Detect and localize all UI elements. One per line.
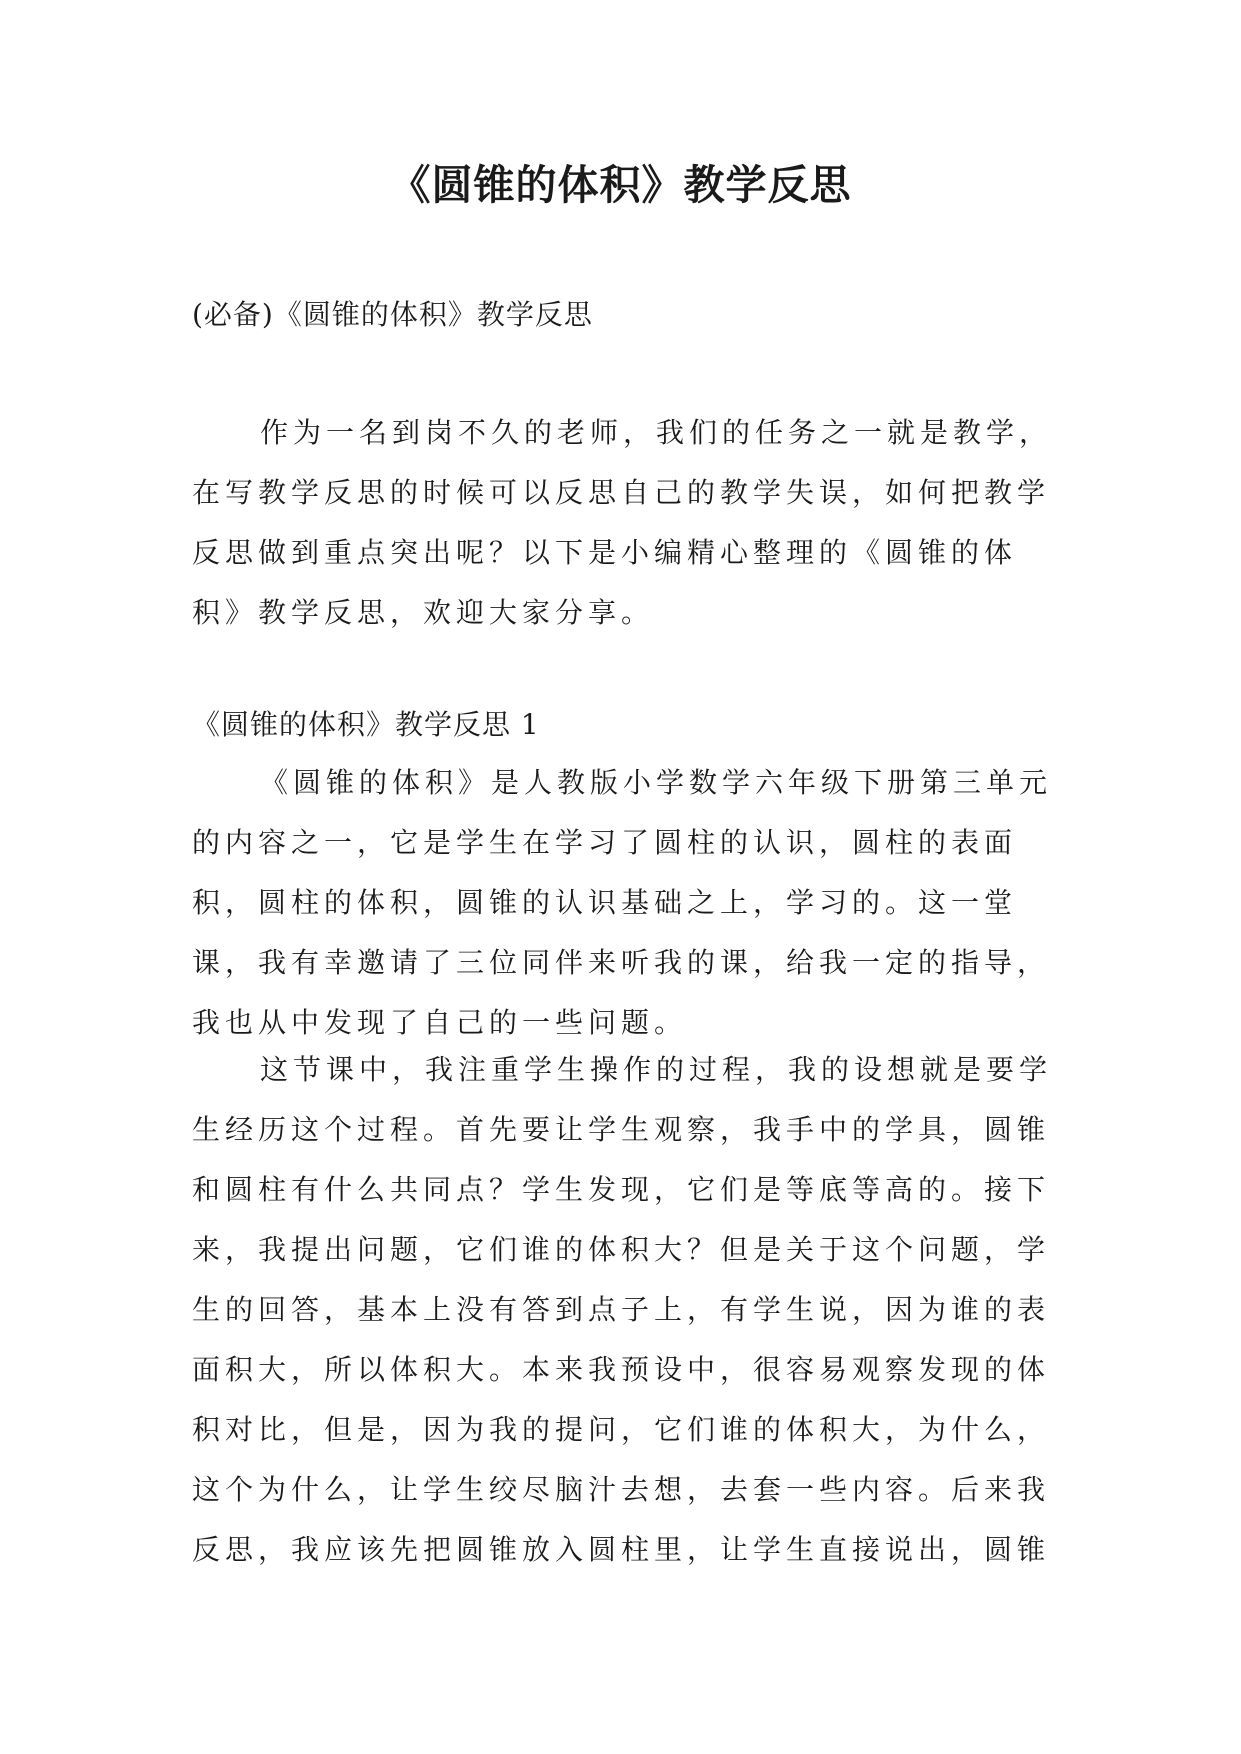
- intro-paragraph: [192, 403, 1067, 643]
- intro-text: 作为一名到岗不久的老师，我们的任务之一就是教学，在写教学反思的时候可以反思自己的教学失误，如何把教学反思做到重点突出呢？以下是小编精心整理的《圆锥的体积》教学反思，欢迎大家分享。: [192, 416, 1053, 629]
- document-subtitle: (必备)《圆锥的体积》教学反思: [192, 298, 593, 331]
- body-paragraph-2: [192, 1040, 1067, 1580]
- paragraph-2-text: 这节课中，我注重学生操作的过程，我的设想就是要学生经历这个过程。首先要让学生观察，我手中的学具，圆锥和圆柱有什么共同点？学生发现，它们是等底等高的。接下来，我提出问题，它们谁的体积大？但是关于这个问题，学生的回答，基本上没有答到点子上，有学生说，因为谁的表面积大，所以体积大。本来我预设中，很容易观察发现的体积对比，但是，因为我的提问，它们谁的体积大，为什么，这个为什么，让学生绞尽脑汁去想，去套一些内容。后来我反思，我应该先把圆锥放入圆柱里，让学生直接说出，圆锥: [192, 1053, 1053, 1566]
- section-heading: 《圆锥的体积》教学反思 1: [192, 708, 540, 741]
- body-paragraph-1: [192, 753, 1067, 1053]
- document-title: 《圆锥的体积》教学反思: [389, 161, 852, 209]
- paragraph-1-text: 《圆锥的体积》是人教版小学数学六年级下册第三单元的内容之一，它是学生在学习了圆柱的认识，圆柱的表面积，圆柱的体积，圆锥的认识基础之上，学习的。这一堂课，我有幸邀请了三位同伴来听我的课，给我一定的指导，我也从中发现了自己的一些问题。: [192, 766, 1053, 1039]
